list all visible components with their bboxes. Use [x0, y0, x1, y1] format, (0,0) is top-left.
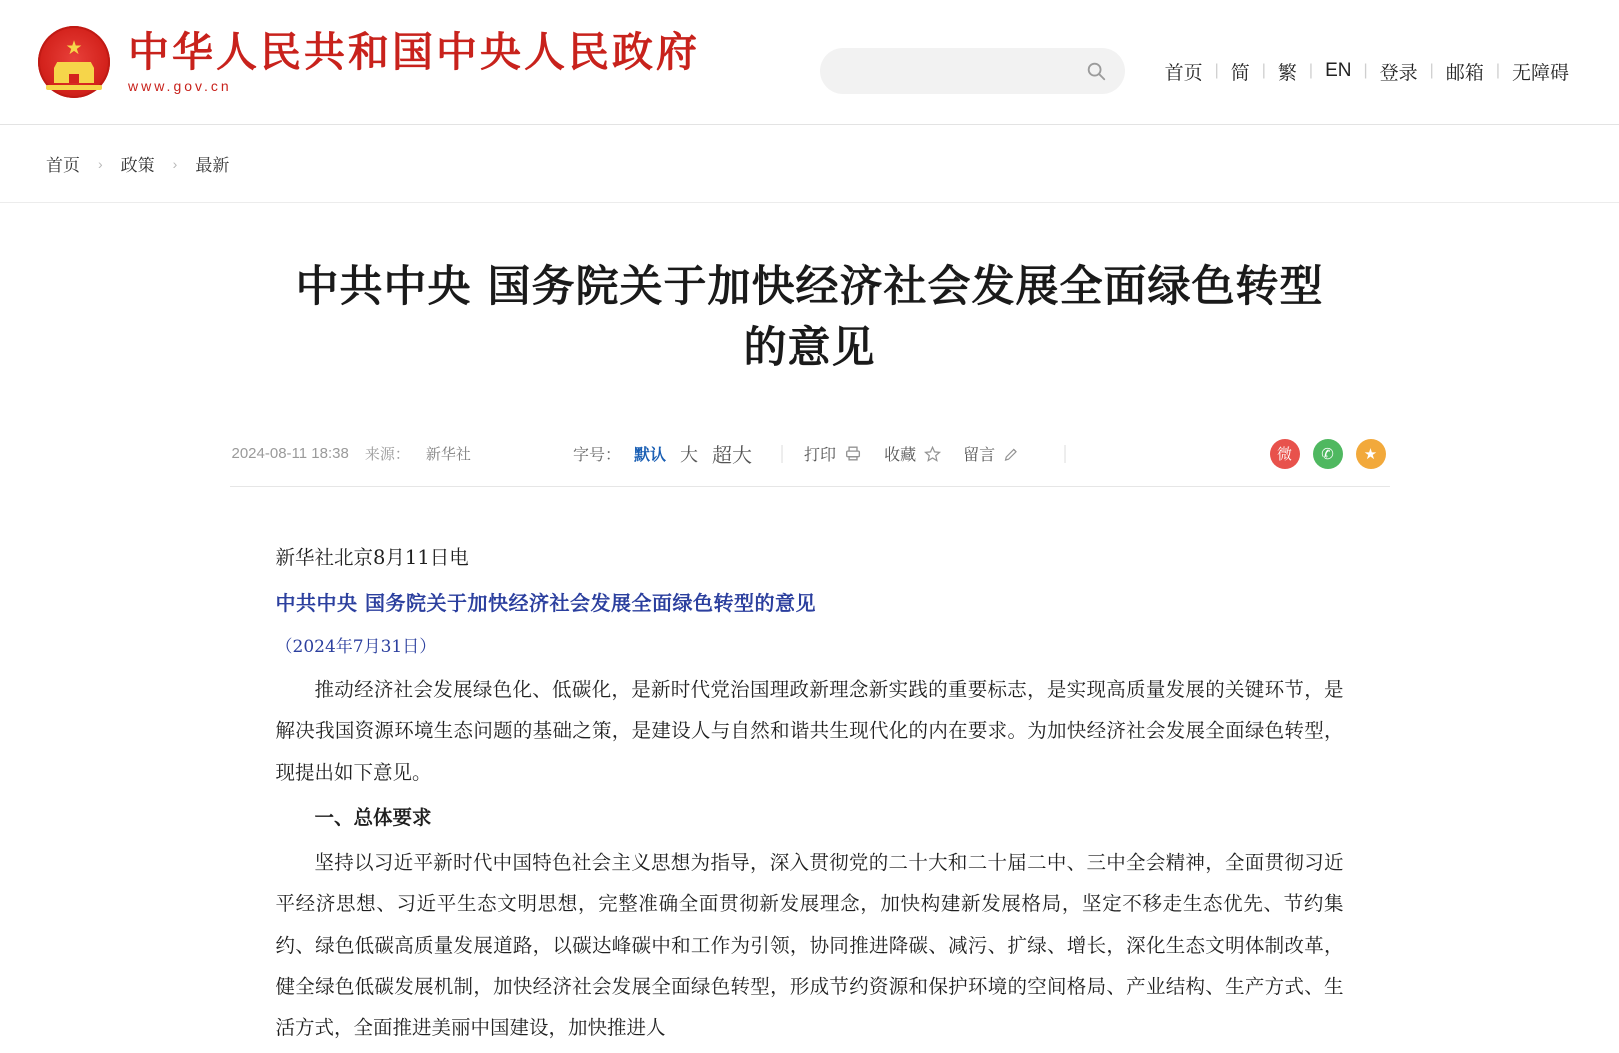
meta-divider	[1064, 445, 1065, 463]
top-link-home[interactable]: 首页	[1164, 62, 1203, 84]
nav-separator: |	[1308, 62, 1314, 79]
top-link-login[interactable]: 登录	[1379, 62, 1418, 84]
emblem-gate	[54, 62, 94, 83]
top-link-english[interactable]: EN	[1325, 60, 1352, 81]
search-input[interactable]	[838, 62, 1085, 81]
search-box[interactable]	[820, 48, 1125, 94]
favorite-button[interactable]	[884, 442, 941, 465]
section-heading: 一、总体要求	[314, 805, 432, 829]
pencil-icon	[1002, 445, 1020, 463]
breadcrumb	[0, 125, 1619, 203]
favorite-label: 收藏	[884, 447, 917, 465]
fontsize-label: 字号：	[573, 447, 622, 465]
national-emblem-icon	[38, 26, 110, 98]
article-body	[230, 537, 1390, 1049]
source-name: 新华社	[425, 446, 471, 464]
breadcrumb-separator-icon: ›	[172, 155, 178, 172]
site-brand[interactable]	[38, 26, 700, 98]
site-header	[0, 0, 1619, 125]
source-label: 来源：	[364, 446, 410, 464]
paragraph: 推动经济社会发展绿色化、低碳化，是新时代党治国理政新理念新实践的重要标志，是实现高质量发展的关键环节，是解决我国资源环境生态问题的基础之策，是建设人与自然和谐共生现代化的内在要求。为加快经济社会发展全面绿色转型，现提出如下意见。	[275, 677, 1344, 784]
header-right	[820, 48, 1581, 94]
meta-center	[573, 439, 1087, 468]
nav-separator: |	[1214, 62, 1219, 79]
top-link-accessibility[interactable]: 无障碍	[1511, 62, 1569, 84]
nav-separator: |	[1495, 62, 1500, 79]
document-title: 中共中央 国务院关于加快经济社会发展全面绿色转型的意见	[275, 591, 816, 616]
search-icon[interactable]	[1085, 60, 1107, 82]
nav-separator: |	[1363, 62, 1368, 79]
document-date: （2024年7月31日）	[275, 636, 437, 657]
print-label: 打印	[804, 447, 837, 465]
nav-separator: |	[1429, 62, 1434, 79]
top-link-mail[interactable]: 邮箱	[1445, 62, 1484, 84]
print-button[interactable]	[804, 442, 862, 465]
breadcrumb-item-home[interactable]: 首页	[46, 156, 80, 175]
site-name: 中华人民共和国中央人民政府	[128, 27, 700, 76]
top-link-traditional[interactable]: 繁	[1277, 62, 1297, 84]
weibo-share-icon[interactable]: 微	[1270, 439, 1300, 469]
fontsize-default-button[interactable]: 默认	[634, 447, 667, 465]
top-link-simplified[interactable]: 简	[1230, 62, 1250, 84]
site-wordmark	[128, 27, 700, 95]
site-url: www.gov.cn	[128, 78, 232, 95]
comment-button[interactable]	[963, 442, 1020, 465]
dateline: 新华社北京8月11日电	[275, 546, 469, 570]
breadcrumb-item-policy[interactable]: 政策	[120, 156, 155, 175]
wechat-share-icon[interactable]: ✆	[1313, 439, 1343, 469]
comment-label: 留言	[963, 447, 996, 465]
printer-icon	[843, 444, 862, 463]
article	[230, 203, 1390, 1049]
paragraph: 坚持以习近平新时代中国特色社会主义思想为指导，深入贯彻党的二十大和二十届二中、三中全会精神，全面贯彻习近平经济思想、习近平生态文明思想，完整准确全面贯彻新发展理念，加快构建新发展格局，坚定不移走生态优先、节约集约、绿色低碳高质量发展道路，以碳达峰碳中和工作为引领，协同推进降碳、减污、扩绿、增长，深化生态文明体制改革，健全绿色低碳发展机制，加快经济社会发展全面绿色转型，形成节约资源和保护环境的空间格局、产业结构、生产方式、生活方式，全面推进美丽中国建设，加快推进人	[275, 851, 1344, 1040]
top-nav	[1153, 58, 1581, 85]
share-group	[1270, 439, 1386, 469]
breadcrumb-item-latest[interactable]: 最新	[195, 156, 230, 175]
publish-datetime: 2024-08-11 18:38	[231, 445, 349, 463]
meta-left	[232, 443, 471, 464]
emblem-base	[46, 85, 102, 90]
fontsize-large-button[interactable]: 大	[680, 444, 699, 465]
article-meta-bar	[230, 421, 1390, 487]
favorite-share-icon[interactable]: ★	[1356, 439, 1386, 469]
page-title: 中共中央 国务院关于加快经济社会发展全面绿色转型的意见	[295, 262, 1324, 374]
fontsize-xlarge-button[interactable]: 超大	[712, 445, 753, 468]
breadcrumb-separator-icon: ›	[98, 155, 103, 172]
nav-separator: |	[1261, 62, 1266, 79]
meta-divider	[781, 445, 782, 463]
star-icon	[923, 445, 941, 463]
emblem-star: ★	[65, 38, 83, 59]
